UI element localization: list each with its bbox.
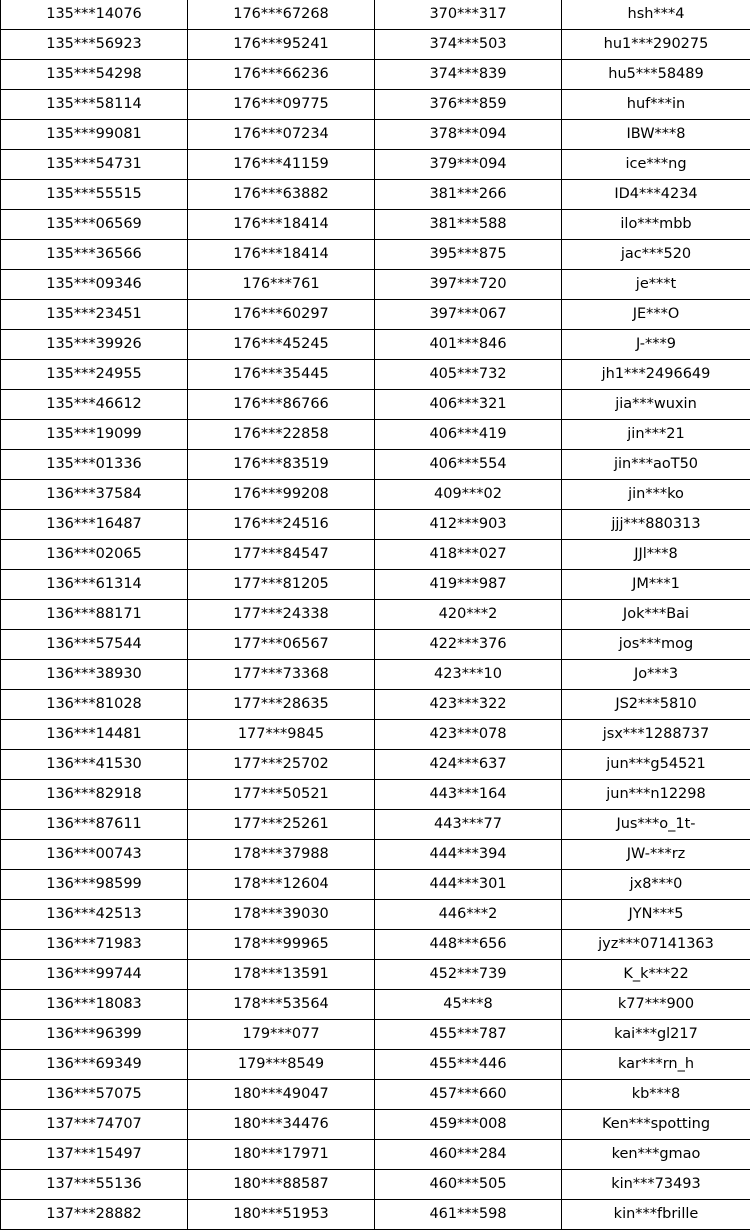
phone-cell-b: 176***45245	[188, 330, 375, 360]
table-row	[1, 1020, 750, 1050]
phone-cell-b: 177***84547	[188, 540, 375, 570]
username-cell: jyz***07141363	[562, 930, 750, 960]
phone-cell-a: 135***99081	[1, 120, 188, 150]
phone-cell-b: 180***88587	[188, 1170, 375, 1200]
id-cell: 406***554	[375, 450, 562, 480]
username-cell: jjj***880313	[562, 510, 750, 540]
table-row	[1, 720, 750, 750]
phone-cell-a: 136***37584	[1, 480, 188, 510]
phone-cell-a: 135***55515	[1, 180, 188, 210]
phone-cell-b: 177***25261	[188, 810, 375, 840]
id-cell: 452***739	[375, 960, 562, 990]
table-row	[1, 540, 750, 570]
phone-cell-b: 177***28635	[188, 690, 375, 720]
phone-cell-b: 178***37988	[188, 840, 375, 870]
phone-cell-b: 178***12604	[188, 870, 375, 900]
table-row	[1, 870, 750, 900]
username-cell: ilo***mbb	[562, 210, 750, 240]
phone-cell-b: 176***18414	[188, 210, 375, 240]
username-cell: JJl***8	[562, 540, 750, 570]
id-cell: 397***067	[375, 300, 562, 330]
username-cell: K_k***22	[562, 960, 750, 990]
id-cell: 405***732	[375, 360, 562, 390]
username-cell: je***t	[562, 270, 750, 300]
phone-cell-a: 136***61314	[1, 570, 188, 600]
table-body	[1, 0, 750, 1230]
phone-cell-b: 176***86766	[188, 390, 375, 420]
phone-cell-a: 135***56923	[1, 30, 188, 60]
phone-cell-b: 180***34476	[188, 1110, 375, 1140]
phone-cell-b: 176***67268	[188, 0, 375, 30]
table-row	[1, 300, 750, 330]
table-row	[1, 420, 750, 450]
phone-cell-a: 135***58114	[1, 90, 188, 120]
phone-cell-b: 176***95241	[188, 30, 375, 60]
table-row	[1, 480, 750, 510]
id-cell: 444***301	[375, 870, 562, 900]
table-row	[1, 0, 750, 30]
id-cell: 455***446	[375, 1050, 562, 1080]
phone-cell-b: 177***25702	[188, 750, 375, 780]
username-cell: IBW***8	[562, 120, 750, 150]
phone-cell-b: 177***9845	[188, 720, 375, 750]
id-cell: 443***164	[375, 780, 562, 810]
username-cell: k77***900	[562, 990, 750, 1020]
id-cell: 444***394	[375, 840, 562, 870]
table-row	[1, 150, 750, 180]
phone-cell-b: 176***24516	[188, 510, 375, 540]
table-row	[1, 930, 750, 960]
phone-cell-b: 178***39030	[188, 900, 375, 930]
table-row	[1, 900, 750, 930]
username-cell: jx8***0	[562, 870, 750, 900]
table-row	[1, 360, 750, 390]
phone-cell-a: 136***57544	[1, 630, 188, 660]
phone-cell-a: 136***38930	[1, 660, 188, 690]
phone-cell-b: 177***24338	[188, 600, 375, 630]
table-row	[1, 1050, 750, 1080]
table-row	[1, 60, 750, 90]
username-cell: Jok***Bai	[562, 600, 750, 630]
table-row	[1, 960, 750, 990]
username-cell: jh1***2496649	[562, 360, 750, 390]
id-cell: 460***284	[375, 1140, 562, 1170]
phone-cell-a: 137***55136	[1, 1170, 188, 1200]
phone-cell-b: 176***07234	[188, 120, 375, 150]
id-cell: 412***903	[375, 510, 562, 540]
id-cell: 370***317	[375, 0, 562, 30]
phone-cell-a: 136***02065	[1, 540, 188, 570]
username-cell: JW-***rz	[562, 840, 750, 870]
username-cell: huf***in	[562, 90, 750, 120]
phone-cell-b: 178***99965	[188, 930, 375, 960]
username-cell: ken***gmao	[562, 1140, 750, 1170]
phone-cell-a: 136***88171	[1, 600, 188, 630]
phone-cell-b: 177***50521	[188, 780, 375, 810]
username-cell: jia***wuxin	[562, 390, 750, 420]
id-cell: 424***637	[375, 750, 562, 780]
phone-cell-a: 135***46612	[1, 390, 188, 420]
phone-cell-a: 135***01336	[1, 450, 188, 480]
table-row	[1, 270, 750, 300]
table-row	[1, 750, 750, 780]
phone-cell-a: 136***41530	[1, 750, 188, 780]
id-cell: 460***505	[375, 1170, 562, 1200]
table-row	[1, 510, 750, 540]
username-cell: kb***8	[562, 1080, 750, 1110]
phone-cell-a: 137***28882	[1, 1200, 188, 1230]
phone-cell-b: 179***077	[188, 1020, 375, 1050]
username-cell: jin***ko	[562, 480, 750, 510]
username-cell: kar***rn_h	[562, 1050, 750, 1080]
username-cell: JYN***5	[562, 900, 750, 930]
username-cell: kin***fbrille	[562, 1200, 750, 1230]
id-cell: 374***503	[375, 30, 562, 60]
phone-cell-a: 136***16487	[1, 510, 188, 540]
phone-cell-a: 135***06569	[1, 210, 188, 240]
phone-cell-a: 135***09346	[1, 270, 188, 300]
username-cell: kin***73493	[562, 1170, 750, 1200]
phone-cell-b: 178***13591	[188, 960, 375, 990]
phone-cell-a: 136***71983	[1, 930, 188, 960]
phone-cell-a: 137***74707	[1, 1110, 188, 1140]
phone-cell-b: 180***17971	[188, 1140, 375, 1170]
phone-cell-a: 136***82918	[1, 780, 188, 810]
phone-cell-b: 177***81205	[188, 570, 375, 600]
id-cell: 423***078	[375, 720, 562, 750]
table-row	[1, 180, 750, 210]
username-cell: jos***mog	[562, 630, 750, 660]
username-cell: jin***aoT50	[562, 450, 750, 480]
phone-cell-a: 136***00743	[1, 840, 188, 870]
phone-cell-a: 135***54731	[1, 150, 188, 180]
username-cell: jun***g54521	[562, 750, 750, 780]
id-cell: 448***656	[375, 930, 562, 960]
id-cell: 406***321	[375, 390, 562, 420]
phone-cell-b: 176***63882	[188, 180, 375, 210]
phone-cell-b: 176***09775	[188, 90, 375, 120]
table-row	[1, 120, 750, 150]
id-cell: 401***846	[375, 330, 562, 360]
username-cell: hu5***58489	[562, 60, 750, 90]
phone-cell-b: 180***49047	[188, 1080, 375, 1110]
phone-cell-b: 176***60297	[188, 300, 375, 330]
id-cell: 418***027	[375, 540, 562, 570]
id-cell: 459***008	[375, 1110, 562, 1140]
phone-cell-a: 135***23451	[1, 300, 188, 330]
username-cell: jun***n12298	[562, 780, 750, 810]
table-row	[1, 810, 750, 840]
username-cell: JM***1	[562, 570, 750, 600]
table-row	[1, 690, 750, 720]
id-cell: 378***094	[375, 120, 562, 150]
table-row	[1, 570, 750, 600]
phone-cell-b: 179***8549	[188, 1050, 375, 1080]
table-row	[1, 780, 750, 810]
username-cell: hsh***4	[562, 0, 750, 30]
id-cell: 423***322	[375, 690, 562, 720]
phone-cell-b: 176***761	[188, 270, 375, 300]
id-cell: 395***875	[375, 240, 562, 270]
phone-cell-b: 176***66236	[188, 60, 375, 90]
table-row	[1, 90, 750, 120]
phone-cell-a: 136***57075	[1, 1080, 188, 1110]
table-row	[1, 210, 750, 240]
phone-cell-a: 135***54298	[1, 60, 188, 90]
id-cell: 374***839	[375, 60, 562, 90]
phone-cell-a: 135***19099	[1, 420, 188, 450]
id-cell: 461***598	[375, 1200, 562, 1230]
table-row	[1, 1110, 750, 1140]
id-cell: 420***2	[375, 600, 562, 630]
username-cell: Ken***spotting	[562, 1110, 750, 1140]
table-row	[1, 390, 750, 420]
username-cell: kai***gl217	[562, 1020, 750, 1050]
phone-cell-b: 176***35445	[188, 360, 375, 390]
id-cell: 457***660	[375, 1080, 562, 1110]
phone-cell-a: 136***18083	[1, 990, 188, 1020]
table-row	[1, 1080, 750, 1110]
id-cell: 419***987	[375, 570, 562, 600]
phone-cell-a: 136***42513	[1, 900, 188, 930]
username-cell: hu1***290275	[562, 30, 750, 60]
username-cell: Jus***o_1t-	[562, 810, 750, 840]
table-row	[1, 1200, 750, 1230]
phone-cell-a: 136***99744	[1, 960, 188, 990]
username-cell: jsx***1288737	[562, 720, 750, 750]
username-cell: JE***O	[562, 300, 750, 330]
table-row	[1, 990, 750, 1020]
id-cell: 376***859	[375, 90, 562, 120]
id-cell: 446***2	[375, 900, 562, 930]
id-cell: 45***8	[375, 990, 562, 1020]
table-row	[1, 600, 750, 630]
username-cell: ice***ng	[562, 150, 750, 180]
phone-cell-a: 135***14076	[1, 0, 188, 30]
id-cell: 443***77	[375, 810, 562, 840]
phone-cell-a: 136***69349	[1, 1050, 188, 1080]
username-cell: ID4***4234	[562, 180, 750, 210]
id-cell: 422***376	[375, 630, 562, 660]
id-cell: 455***787	[375, 1020, 562, 1050]
table-row	[1, 1170, 750, 1200]
table-row	[1, 630, 750, 660]
username-cell: JS2***5810	[562, 690, 750, 720]
username-cell: J-***9	[562, 330, 750, 360]
table-row	[1, 840, 750, 870]
phone-cell-a: 136***96399	[1, 1020, 188, 1050]
phone-cell-b: 177***73368	[188, 660, 375, 690]
id-cell: 379***094	[375, 150, 562, 180]
phone-cell-b: 176***99208	[188, 480, 375, 510]
phone-cell-b: 176***83519	[188, 450, 375, 480]
id-cell: 381***266	[375, 180, 562, 210]
id-cell: 397***720	[375, 270, 562, 300]
phone-cell-b: 176***22858	[188, 420, 375, 450]
phone-cell-a: 136***81028	[1, 690, 188, 720]
id-cell: 409***02	[375, 480, 562, 510]
table-row	[1, 660, 750, 690]
table-row	[1, 1140, 750, 1170]
table-row	[1, 240, 750, 270]
phone-cell-b: 176***41159	[188, 150, 375, 180]
table-row	[1, 450, 750, 480]
username-cell: jac***520	[562, 240, 750, 270]
id-cell: 406***419	[375, 420, 562, 450]
phone-cell-b: 176***18414	[188, 240, 375, 270]
table-row	[1, 30, 750, 60]
username-cell: Jo***3	[562, 660, 750, 690]
phone-cell-a: 136***14481	[1, 720, 188, 750]
phone-cell-b: 177***06567	[188, 630, 375, 660]
id-cell: 423***10	[375, 660, 562, 690]
phone-cell-b: 180***51953	[188, 1200, 375, 1230]
phone-cell-a: 135***39926	[1, 330, 188, 360]
username-cell: jin***21	[562, 420, 750, 450]
id-cell: 381***588	[375, 210, 562, 240]
phone-cell-a: 136***98599	[1, 870, 188, 900]
phone-cell-a: 135***36566	[1, 240, 188, 270]
phone-cell-a: 135***24955	[1, 360, 188, 390]
table-row	[1, 330, 750, 360]
phone-cell-b: 178***53564	[188, 990, 375, 1020]
phone-cell-a: 137***15497	[1, 1140, 188, 1170]
phone-cell-a: 136***87611	[1, 810, 188, 840]
